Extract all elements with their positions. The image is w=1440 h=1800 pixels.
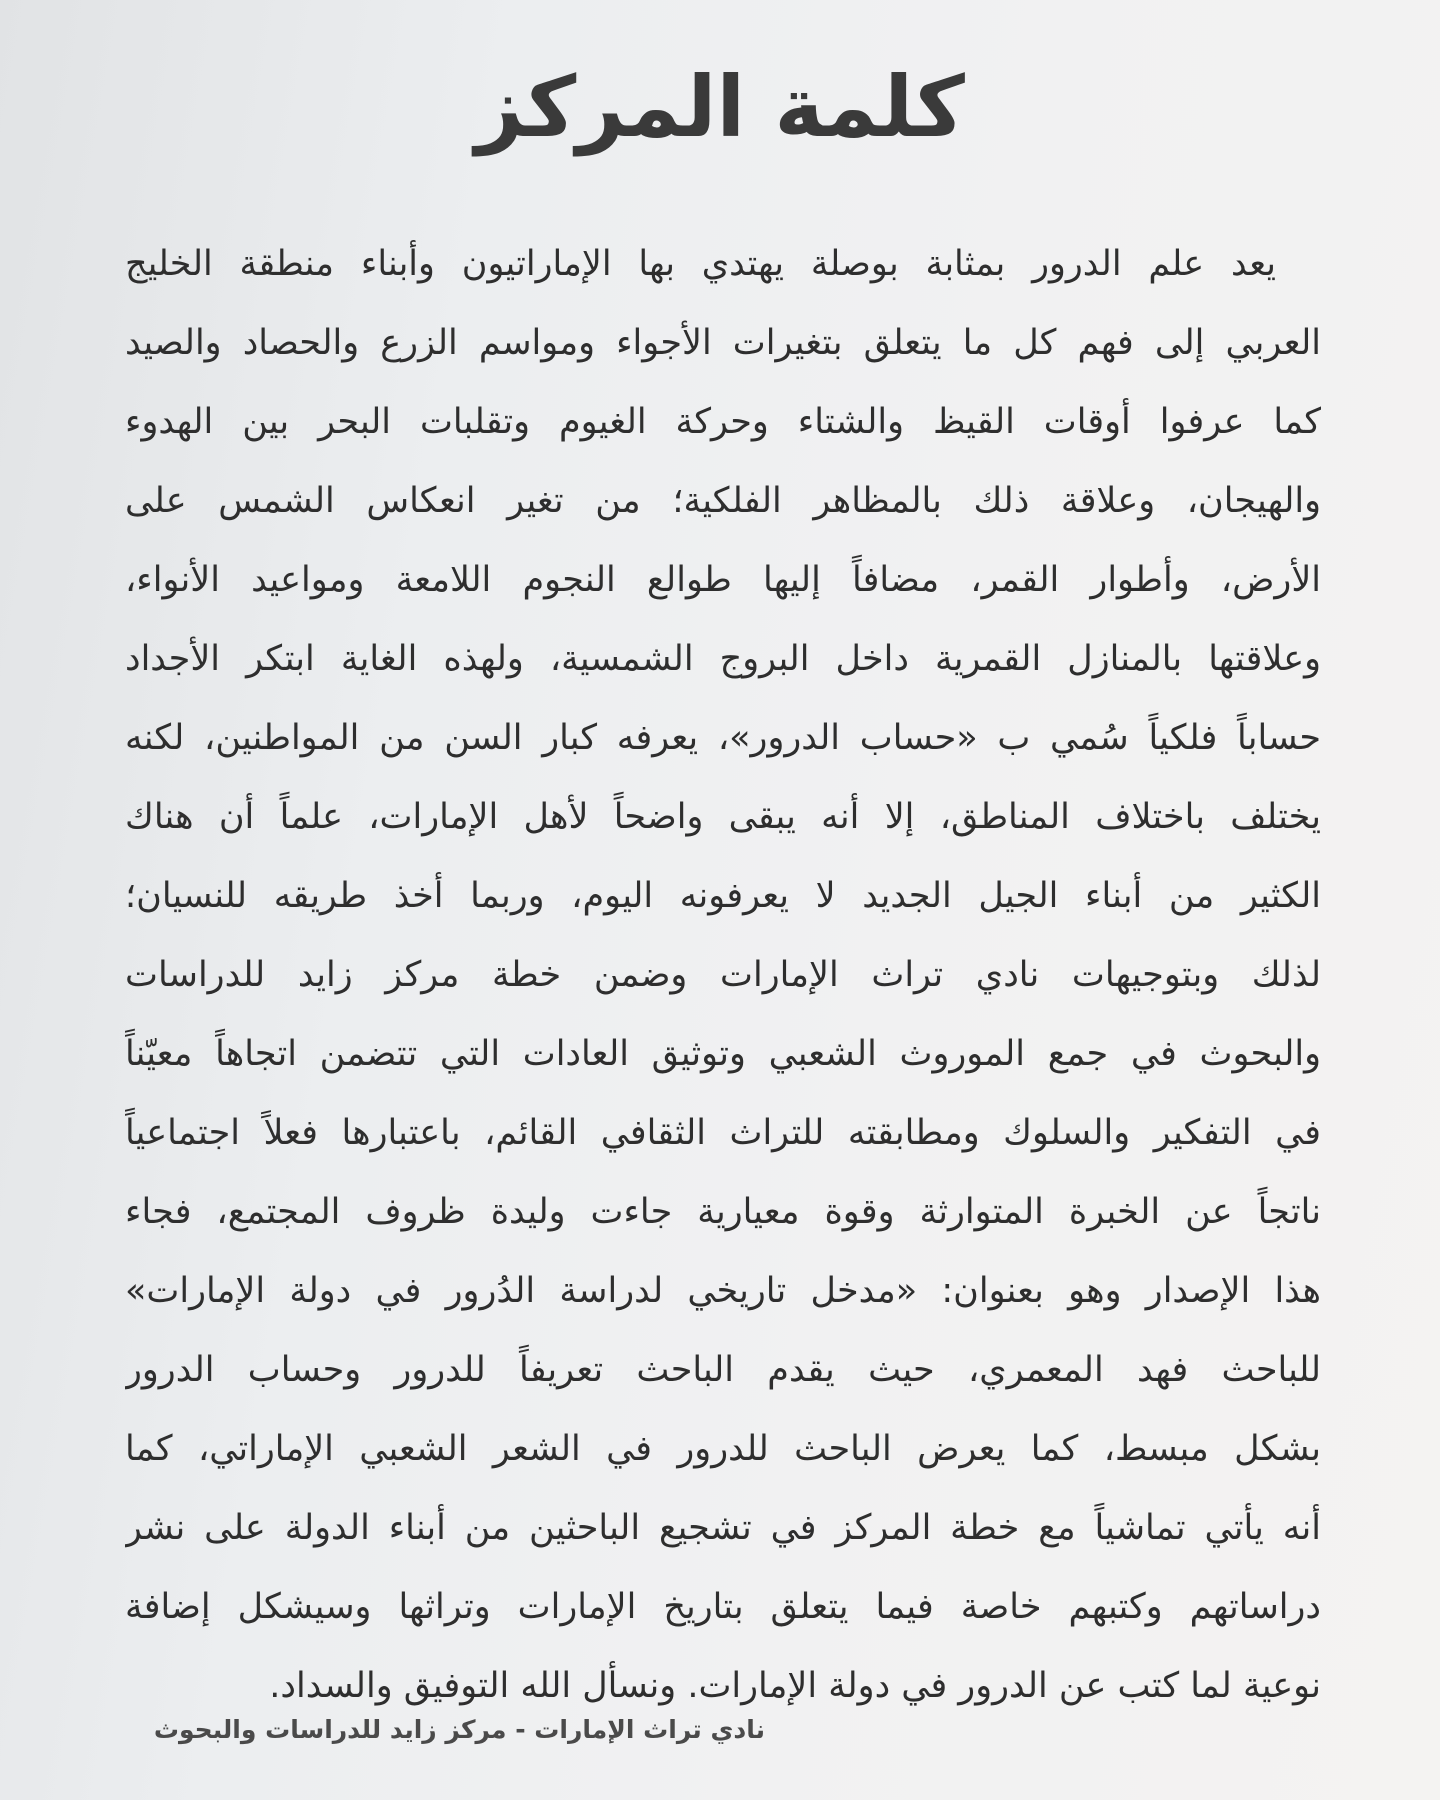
paragraph-line: دراساتهم وكتبهم خاصة فيما يتعلق بتاريخ الإمارات وتراثها وسيشكل إضافة [125, 1587, 1321, 1627]
paragraph-line: وعلاقتها بالمنازل القمرية داخل البروج الشمسية، ولهذه الغاية ابتكر الأجداد [125, 639, 1321, 679]
paragraph-line: العربي إلى فهم كل ما يتعلق بتغيرات الأجواء ومواسم الزرع والحصاد والصيد [125, 323, 1321, 363]
paragraph-line: بشكل مبسط، كما يعرض الباحث للدرور في الشعر الشعبي الإماراتي، كما [125, 1429, 1321, 1469]
paragraph-line: كما عرفوا أوقات القيظ والشتاء وحركة الغيوم وتقلبات البحر بين الهدوء [125, 402, 1321, 442]
paragraph-line: ناتجاً عن الخبرة المتوارثة وقوة معيارية جاءت وليدة ظروف المجتمع، فجاء [125, 1192, 1321, 1232]
paragraph-line: يعد علم الدرور بمثابة بوصلة يهتدي بها الإماراتيون وأبناء منطقة الخليج [125, 244, 1276, 284]
paragraph-line: والبحوث في جمع الموروث الشعبي وتوثيق العادات التي تتضمن اتجاهاً معيّناً [125, 1034, 1321, 1074]
body-paragraph [125, 225, 1321, 1726]
footer-publisher: نادي تراث الإمارات - مركز زايد للدراسات والبحوث [153, 1715, 765, 1744]
paragraph-line: الكثير من أبناء الجيل الجديد لا يعرفونه اليوم، وربما أخذ طريقه للنسيان؛ [125, 876, 1321, 916]
paragraph-line: نوعية لما كتب عن الدرور في دولة الإمارات. ونسأل الله التوفيق والسداد. [269, 1666, 1321, 1706]
paragraph-line: يختلف باختلاف المناطق، إلا أنه يبقى واضحاً لأهل الإمارات، علماً أن هناك [125, 797, 1321, 837]
paragraph-line: للباحث فهد المعمري، حيث يقدم الباحث تعريفاً للدرور وحساب الدرور [125, 1350, 1321, 1390]
paragraph-line: حساباً فلكياً سُمي ب «حساب الدرور»، يعرفه كبار السن من المواطنين، لكنه [125, 718, 1321, 758]
paragraph-line: في التفكير والسلوك ومطابقته للتراث الثقافي القائم، باعتبارها فعلاً اجتماعياً [125, 1113, 1321, 1153]
paragraph-line: هذا الإصدار وهو بعنوان: «مدخل تاريخي لدراسة الدُرور في دولة الإمارات» [125, 1271, 1321, 1311]
paragraph-line: الأرض، وأطوار القمر، مضافاً إليها طوالع النجوم اللامعة ومواعيد الأنواء، [125, 560, 1321, 600]
page-title: كلمة المركز [475, 58, 965, 156]
paragraph-line: لذلك وبتوجيهات نادي تراث الإمارات وضمن خطة مركز زايد للدراسات [125, 955, 1321, 995]
paragraph-line: أنه يأتي تماشياً مع خطة المركز في تشجيع الباحثين من أبناء الدولة على نشر [125, 1508, 1321, 1548]
paragraph-line: والهيجان، وعلاقة ذلك بالمظاهر الفلكية؛ من تغير انعكاس الشمس على [125, 481, 1321, 521]
